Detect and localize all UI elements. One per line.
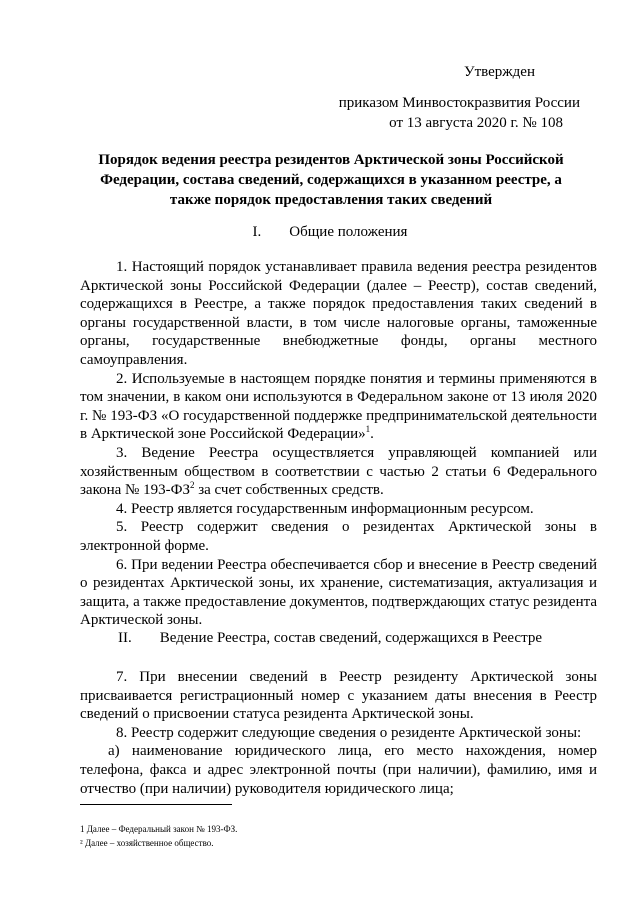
paragraph-3-text: 3. Ведение Реестра осуществляется управляющей компанией или хозяйственным обществом в соответствии с частью 2 статьи 6 Федерального закона № 193-ФЗ (80, 444, 597, 499)
document-title: Порядок ведения реестра резидентов Арктической зоны Российской Федерации, состава сведений, содержащихся в указанном реестре, а также порядок предоставления таких сведений (98, 152, 564, 208)
section-2-body (80, 668, 597, 798)
approval-date: от 13 августа 2020 г. № 108 (389, 115, 563, 131)
paragraph-1: 1. Настоящий порядок устанавливает правила ведения реестра резидентов Арктической зоны Российской Федерации (далее – Реестр), состав сведений, содержащихся в Реестре, а также порядок предоставления таких сведений в органы государственной власти, в том числе налоговые органы, таможенные органы, государственные внебюджетные фонды, органы местного самоуправления. (80, 259, 597, 368)
paragraph-7: 7. При внесении сведений в Реестр резиденту Арктической зоны присваивается регистрационный номер с указанием даты внесения в Реестр сведений о присвоении статуса резидента Арктической зоны. (80, 669, 597, 723)
approval-stamp (320, 62, 580, 133)
section-number: II. (118, 630, 132, 646)
paragraph-4: 4. Реестр является государственным информационным ресурсом. (116, 500, 534, 517)
paragraph-5: 5. Реестр содержит сведения о резидентах Арктической зоны в электронной форме. (80, 519, 597, 554)
footnote-ref-1: 1 (365, 424, 371, 435)
section-heading-1 (80, 222, 580, 242)
paragraph-6: 6. При ведении Реестра обеспечивается сбор и внесение в Реестр сведений о резидентах Арктической зоны, их хранение, систематизация, актуализация и защита, а также предоставление документов, подтверждающих статус резидента Арктической зоны. (80, 556, 597, 629)
footnote-ref-2: 2 (189, 480, 195, 491)
footnotes (80, 822, 237, 850)
approval-label: Утвержден (463, 64, 535, 80)
footnote-1: 1 Далее – Федеральный закон № 193-ФЗ. (80, 824, 238, 834)
paragraph-8: 8. Реестр содержит следующие сведения о резиденте Арктической зоны: (116, 724, 582, 741)
approval-order: приказом Минвостокразвития России (338, 95, 580, 111)
paragraph-2: 2. Используемые в настоящем порядке понятия и термины применяются в том значении, в каком они используются в Федеральном законе от 13 июля 2020 г. № 193-ФЗ «О государственной поддержке предпринимательской деятельности в Арктической зоне Российской Федерации»$^1$. (80, 370, 597, 443)
section-1-body (80, 258, 597, 630)
section-number: I. (252, 224, 262, 240)
paragraph-3 (80, 444, 597, 500)
section-title: Общие положения (289, 224, 408, 240)
section-title: Ведение Реестра, состав сведений, содержащихся в Реестре (159, 630, 542, 646)
section-heading-2 (80, 628, 580, 648)
footnote-divider (80, 804, 232, 805)
subparagraph-a: а) наименование юридического лица, его место нахождения, номер телефона, факса и адрес электронной почты (при наличии), фамилию, имя и отчество (при наличии) руководителя юридического лица; (80, 743, 597, 797)
footnote-2: ² Далее – хозяйственное общество. (80, 838, 214, 848)
paragraph-3-tail: за счет собственных средств. (194, 482, 384, 499)
paragraph-2-text: 2. Используемые в настоящем порядке понятия и термины применяются в том значении, в каком они используются в Федеральном законе от 13 июля 2020 г. № 193-ФЗ «О государственной поддержке предпринимательской деятельности в Арктической зоне Российской Федерации» (80, 370, 597, 443)
